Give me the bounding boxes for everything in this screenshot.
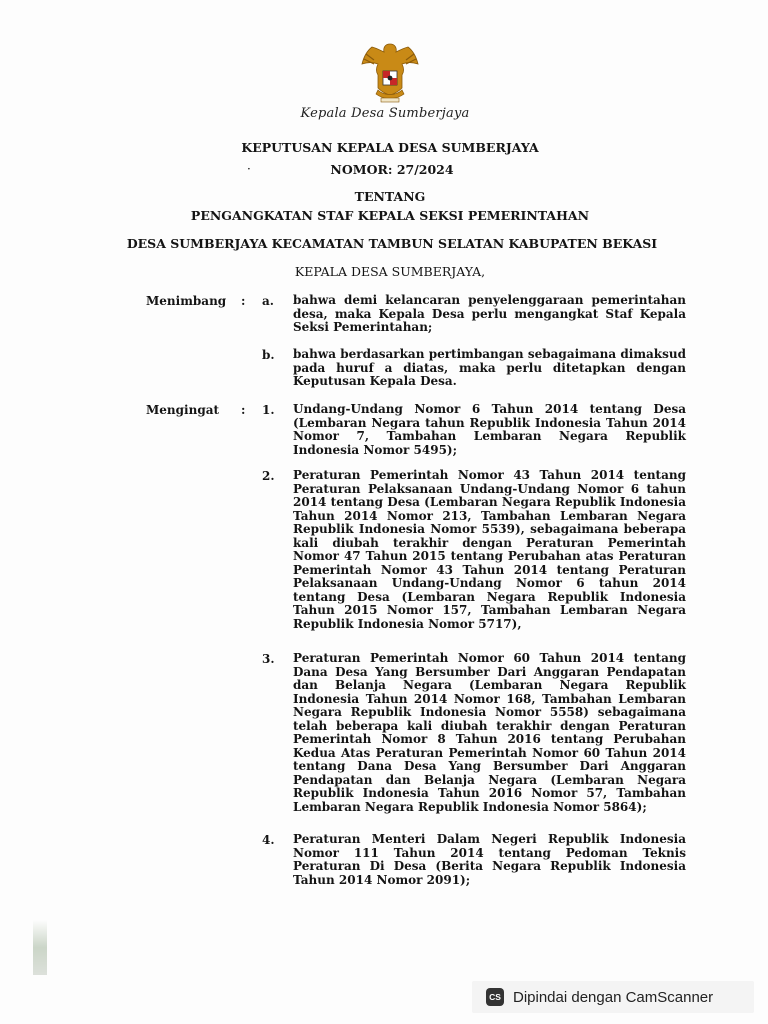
menimbang-marker-b: b. (262, 348, 275, 362)
garuda-emblem-icon (354, 38, 426, 108)
letterhead-signature: Kepala Desa Sumberjaya (300, 106, 470, 121)
mengingat-label: Mengingat (146, 403, 220, 417)
decree-number: NOMOR: 27/2024 (330, 162, 454, 177)
camscanner-badge (472, 981, 754, 1013)
camscanner-logo-icon: CS (486, 988, 504, 1006)
menimbang-item-a: bahwa demi kelancaran penyelenggaraan pemerintahan desa, maka Kepala Desa perlu mengangkat Staf Kepala Seksi Pemerintahan; (293, 293, 686, 334)
mengingat-item-2: Peraturan Pemerintah Nomor 43 Tahun 2014 tentang Peraturan Pelaksanaan Undang-Undang Nomor 6 tahun 2014 tentang Desa (Lembaran Negara Republik Indonesia Tahun 2014 Nomor 213, Tambahan Lembaran Negara Republik Indonesia Nomor 5539), sebagaimana beberapa kali diubah terakhir dengan Peraturan Pemerintah Nomor 47 Tahun 2015 tentang Perubahan atas Peraturan Pemerintah Nomor 43 Tahun 2014 tentang Peraturan Pelaksanaan Undang-Undang Nomor 6 tahun 2014 tentang Desa (Lembaran Negara Republik Indonesia Tahun 2015 Nomor 157, Tambahan Lembaran Negara Republik Indonesia Nomor 5717), (293, 468, 686, 631)
menimbang-label: Menimbang (146, 294, 227, 308)
decree-title: KEPUTUSAN KEPALA DESA SUMBERJAYA (241, 140, 539, 155)
mengingat-marker-2: 2. (262, 469, 275, 483)
mengingat-marker-1: 1. (262, 403, 275, 417)
decree-about: TENTANG (354, 189, 426, 204)
decree-issuer: KEPALA DESA SUMBERJAYA, (294, 264, 486, 279)
mengingat-item-4: Peraturan Menteri Dalam Negeri Republik Indonesia Nomor 111 Tahun 2014 tentang Pedoman Teknis Peraturan Di Desa (Berita Negara Republik Indonesia Tahun 2014 Nomor 2091); (293, 832, 686, 887)
mengingat-item-1: Undang-Undang Nomor 6 Tahun 2014 tentang Desa (Lembaran Negara tahun Republik Indonesia Tahun 2014 Nomor 7, Tambahan Lembaran Negara Republik Indonesia Nomor 5495); (293, 402, 686, 457)
mengingat-marker-4: 4. (262, 833, 275, 847)
mengingat-marker-3: 3. (262, 652, 275, 666)
mengingat-colon: : (241, 403, 246, 417)
menimbang-marker-a: a. (262, 294, 274, 308)
mengingat-item-3: Peraturan Pemerintah Nomor 60 Tahun 2014 tentang Dana Desa Yang Bersumber Dari Anggaran Pendapatan dan Belanja Negara (Lembaran Negara Republik Indonesia Tahun 2014 Nomor 168, Tambahan Lembaran Negara Republik Indonesia Nomor 5558) sebagaimana telah beberapa kali diubah terakhir dengan Peraturan Pemerintah Nomor 8 Tahun 2016 tentang Perubahan Kedua Atas Peraturan Pemerintah Nomor 60 Tahun 2014 tentang Dana Desa Yang Bersumber Dari Anggaran Pendapatan dan Belanja Negara (Lembaran Negara Republik Indonesia Tahun 2016 Nomor 57, Tambahan Lembaran Negara Republik Indonesia Nomor 5864); (293, 651, 686, 814)
camscanner-text: Dipindai dengan CamScanner (513, 988, 714, 1006)
stray-dot: · (247, 162, 251, 176)
menimbang-item-b: bahwa berdasarkan pertimbangan sebagaimana dimaksud pada huruf a diatas, maka perlu ditetapkan dengan Keputusan Kepala Desa. (293, 347, 686, 388)
scan-edge-shadow (33, 920, 47, 975)
decree-subject-line-2: DESA SUMBERJAYA KECAMATAN TAMBUN SELATAN KABUPATEN BEKASI (126, 236, 658, 251)
menimbang-colon: : (241, 294, 246, 308)
decree-subject-line-1: PENGANGKATAN STAF KEPALA SEKSI PEMERINTAHAN (190, 208, 590, 223)
